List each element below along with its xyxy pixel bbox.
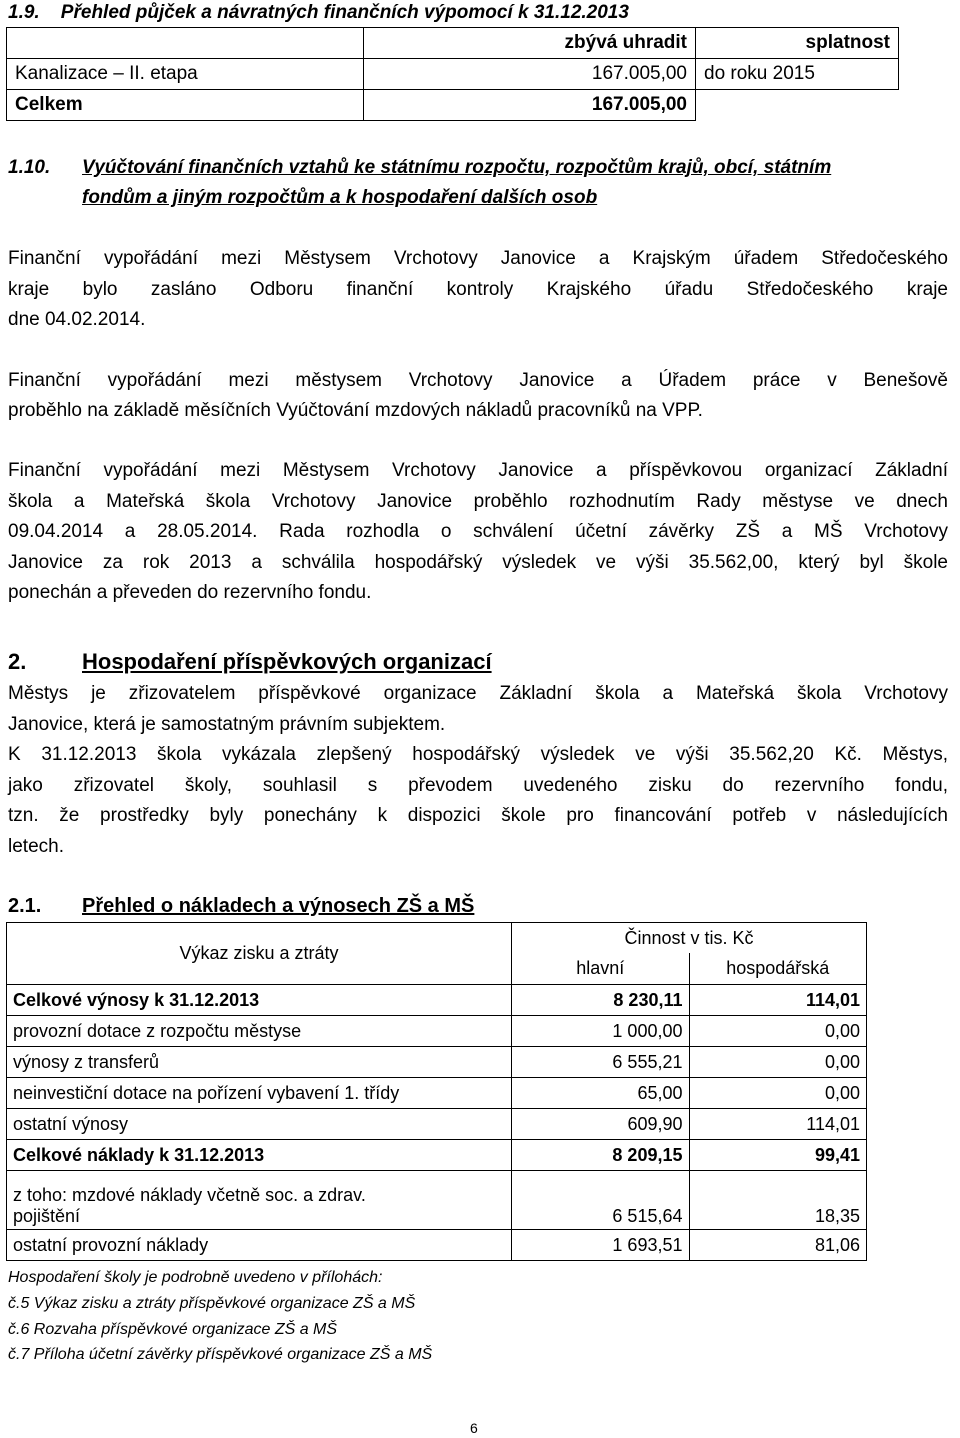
table-row bbox=[7, 1078, 867, 1109]
loan-name: Kanalizace – II. etapa bbox=[7, 59, 364, 90]
paragraph-line: Městys je zřizovatelem příspěvkové organizace Základní škola a Mateřská škola Vrchotovy bbox=[8, 683, 948, 704]
table-head-business: hospodářská bbox=[689, 953, 867, 985]
section-2-1-title: Přehled o nákladech a výnosech ZŠ a MŠ bbox=[82, 895, 475, 917]
table-row bbox=[7, 1109, 867, 1140]
loan-due bbox=[696, 90, 899, 121]
row-label: ostatní provozní náklady bbox=[7, 1230, 512, 1261]
row-main: 65,00 bbox=[512, 1078, 690, 1109]
loan-amount: 167.005,00 bbox=[364, 59, 696, 90]
row-business: 81,06 bbox=[689, 1230, 867, 1261]
section-1-10-title-line2: fondům a jiným rozpočtům a k hospodaření dalších osob bbox=[82, 187, 598, 208]
row-business: 0,00 bbox=[689, 1047, 867, 1078]
row-business: 0,00 bbox=[689, 1016, 867, 1047]
row-main: 8 230,11 bbox=[512, 985, 690, 1016]
row-main: 6 515,64 bbox=[512, 1171, 690, 1230]
section-2-1-number: 2.1. bbox=[8, 895, 42, 917]
row-main: 609,90 bbox=[512, 1109, 690, 1140]
row-label: neinvestiční dotace na pořízení vybavení 1. třídy bbox=[7, 1078, 512, 1109]
paragraph-line: Finanční vypořádání mezi Městysem Vrchotovy Janovice a příspěvkovou organizací Základní bbox=[8, 460, 948, 481]
note-line: č.5 Výkaz zisku a ztráty příspěvkové organizace ZŠ a MŠ bbox=[8, 1295, 416, 1312]
section-1-9-title: 1.9. Přehled půjček a návratných finančních výpomocí k 31.12.2013 bbox=[8, 2, 629, 23]
table-row bbox=[7, 59, 899, 90]
loan-amount: 167.005,00 bbox=[364, 90, 696, 121]
paragraph-line: 09.04.2014 a 28.05.2014. Rada rozhodla o schválení účetní závěrky ZŠ a MŠ Vrchotovy bbox=[8, 521, 948, 542]
paragraph-line: jako zřizovatel školy, souhlasil s převodem uvedeného zisku do rezervního fondu, bbox=[8, 775, 948, 796]
table-row bbox=[7, 985, 867, 1016]
loan-name: Celkem bbox=[7, 90, 364, 121]
row-main: 1 000,00 bbox=[512, 1016, 690, 1047]
section-1-10-number: 1.10. bbox=[8, 157, 51, 178]
loans-header-row bbox=[7, 28, 899, 59]
section-1-10-title-line1: Vyúčtování finančních vztahů ke státnímu rozpočtu, rozpočtům krajů, obcí, státním bbox=[82, 157, 832, 178]
row-main: 6 555,21 bbox=[512, 1047, 690, 1078]
row-label: Celkové výnosy k 31.12.2013 bbox=[7, 985, 512, 1016]
row-business: 99,41 bbox=[689, 1140, 867, 1171]
paragraph-line: Janovice, která je samostatným právním subjektem. bbox=[8, 714, 446, 735]
table-head-activity: Činnost v tis. Kč bbox=[512, 923, 867, 954]
row-label: z toho: mzdové náklady včetně soc. a zdrav. pojištění bbox=[7, 1171, 512, 1230]
paragraph-line: škola a Mateřská škola Vrchotovy Janovice proběhlo rozhodnutím Rady městyse ve dnech bbox=[8, 491, 948, 512]
paragraph-line: ponechán a převeden do rezervního fondu. bbox=[8, 582, 372, 603]
row-business: 114,01 bbox=[689, 985, 867, 1016]
section-2-number: 2. bbox=[8, 649, 27, 674]
paragraph-line: tzn. že prostředky byly ponechány k dispozici škole pro financování potřeb v následujících bbox=[8, 805, 948, 826]
row-main: 8 209,15 bbox=[512, 1140, 690, 1171]
loan-due: do roku 2015 bbox=[696, 59, 899, 90]
paragraph-line: K 31.12.2013 škola vykázala zlepšený hospodářský výsledek ve výši 35.562,20 Kč. Městys, bbox=[8, 744, 948, 765]
table-head-statement: Výkaz zisku a ztráty bbox=[7, 923, 512, 985]
note-line: Hospodaření školy je podrobně uvedeno v přílohách: bbox=[8, 1269, 383, 1286]
row-business: 114,01 bbox=[689, 1109, 867, 1140]
paragraph-line: Finanční vypořádání mezi městysem Vrchotovy Janovice a Úřadem práce v Benešově bbox=[8, 370, 948, 391]
costs-revenues-table bbox=[6, 922, 867, 1261]
table-row bbox=[7, 1016, 867, 1047]
paragraph-line: letech. bbox=[8, 836, 64, 857]
table-row bbox=[7, 90, 899, 121]
row-business: 18,35 bbox=[689, 1171, 867, 1230]
page-number: 6 bbox=[470, 1420, 478, 1436]
table-row bbox=[7, 1230, 867, 1261]
row-main: 1 693,51 bbox=[512, 1230, 690, 1261]
note-line: č.7 Příloha účetní závěrky příspěvkové organizace ZŠ a MŠ bbox=[8, 1346, 433, 1363]
paragraph-line: dne 04.02.2014. bbox=[8, 309, 146, 330]
table-head-main: hlavní bbox=[512, 953, 690, 985]
paragraph-line: Janovice za rok 2013 a schválila hospodářský výsledek ve výši 35.562,00, který byl škole bbox=[8, 552, 948, 573]
section-2-title: Hospodaření příspěvkových organizací bbox=[82, 649, 492, 674]
row-label: provozní dotace z rozpočtu městyse bbox=[7, 1016, 512, 1047]
row-label: výnosy z transferů bbox=[7, 1047, 512, 1078]
paragraph-line: proběhlo na základě měsíčních Vyúčtování mzdových nákladů pracovníků na VPP. bbox=[8, 400, 703, 421]
table-row bbox=[7, 1171, 867, 1230]
loans-table bbox=[6, 27, 899, 121]
row-label: Celkové náklady k 31.12.2013 bbox=[7, 1140, 512, 1171]
note-line: č.6 Rozvaha příspěvkové organizace ZŠ a MŠ bbox=[8, 1321, 338, 1338]
paragraph-line: Finanční vypořádání mezi Městysem Vrchotovy Janovice a Krajským úřadem Středočeského bbox=[8, 248, 948, 269]
table-row bbox=[7, 1047, 867, 1078]
paragraph-line: kraje bylo zasláno Odboru finanční kontroly Krajského úřadu Středočeského kraje bbox=[8, 279, 948, 300]
table-row bbox=[7, 1140, 867, 1171]
loans-head-due: splatnost bbox=[696, 28, 899, 59]
row-label: ostatní výnosy bbox=[7, 1109, 512, 1140]
table-header-row bbox=[7, 923, 867, 954]
row-business: 0,00 bbox=[689, 1078, 867, 1109]
loans-head-remaining: zbývá uhradit bbox=[364, 28, 696, 59]
